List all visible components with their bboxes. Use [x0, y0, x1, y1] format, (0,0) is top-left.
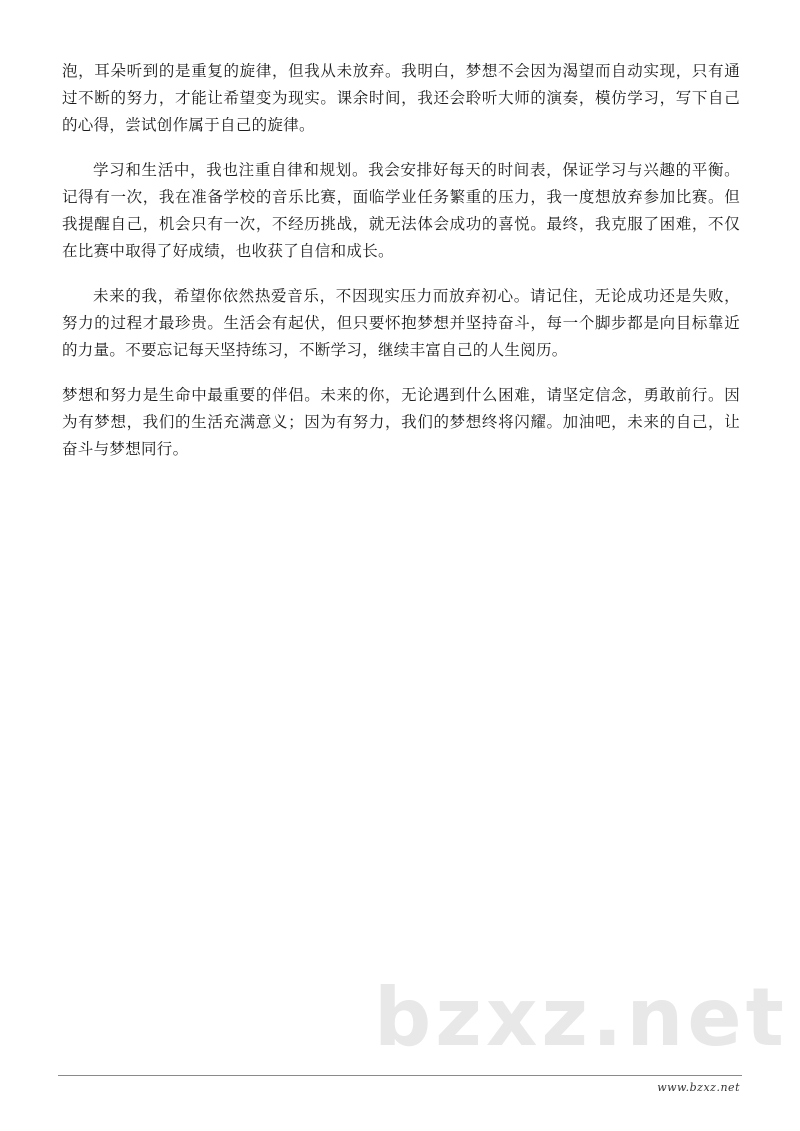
paragraph-future-self: 未来的我，希望你依然热爱音乐，不因现实压力而放弃初心。请记住，无论成功还是失败，努力的过程才最珍贵。生活会有起伏，但只要怀抱梦想并坚持奋斗，每一个脚步都是向目标靠近的力量。不要忘记每天坚持练习，不断学习，继续丰富自己的人生阅历。 [62, 287, 740, 359]
paragraph-continuation: 泡，耳朵听到的是重复的旋律，但我从未放弃。我明白，梦想不会因为渴望而自动实现，只有通过不断的努力，才能让希望变为现实。课余时间，我还会聆听大师的演奏，模仿学习，写下自己的心得，尝试创作属于自己的旋律。 [62, 62, 740, 134]
site-watermark: bzxz.net [374, 971, 788, 1064]
document-body [62, 58, 740, 481]
footer-divider [58, 1075, 742, 1076]
paragraph-discipline: 学习和生活中，我也注重自律和规划。我会安排好每天的时间表，保证学习与兴趣的平衡。记得有一次，我在准备学校的音乐比赛，面临学业任务繁重的压力，我一度想放弃参加比赛。但我提醒自己，机会只有一次，不经历挑战，就无法体会成功的喜悦。最终，我克服了困难，不仅在比赛中取得了好成绩，也收获了自信和成长。 [62, 161, 740, 260]
paragraph-conclusion: 梦想和努力是生命中最重要的伴侣。未来的你，无论遇到什么困难，请坚定信念，勇敢前行。因为有梦想，我们的生活充满意义；因为有努力，我们的梦想终将闪耀。加油吧，未来的自己，让奋斗与梦想同行。 [62, 386, 740, 458]
footer-url: www.bzxz.net [657, 1081, 740, 1094]
